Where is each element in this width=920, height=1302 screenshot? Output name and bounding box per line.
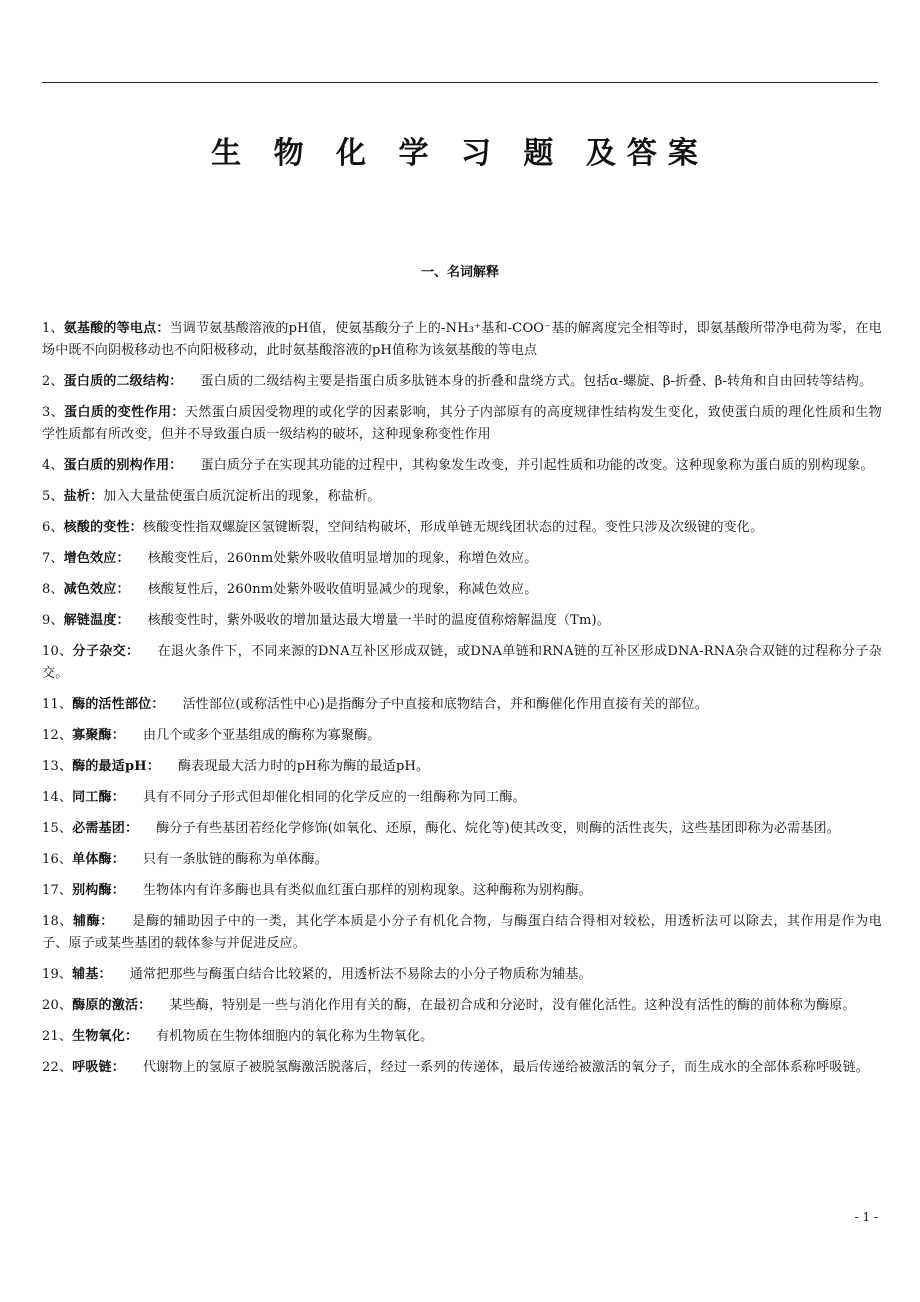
entry-definition: 代谢物上的氢原子被脱氢酶激活脱落后，经过一系列的传递体，最后传递给被激活的氧分子，而生成水的全部体系称呼吸链。 bbox=[142, 1060, 869, 1075]
entry-number: 8、 bbox=[42, 582, 64, 597]
entry-number: 12、 bbox=[42, 728, 73, 743]
entry-definition: 加入大量盐使蛋白质沉淀析出的现象，称盐析。 bbox=[103, 489, 381, 504]
entry-term: 分子杂交： bbox=[72, 644, 140, 659]
glossary-entry bbox=[42, 756, 882, 778]
entry-term: 同工酶： bbox=[72, 790, 125, 805]
glossary-entry bbox=[42, 911, 882, 955]
glossary-entry bbox=[42, 1057, 882, 1079]
entry-number: 14、 bbox=[42, 790, 73, 805]
glossary-entry bbox=[42, 1026, 882, 1048]
entry-number: 13、 bbox=[42, 759, 73, 774]
entry-definition: 当调节氨基酸溶液的pH值，使氨基酸分子上的-NH₃⁺基和-COO⁻基的解离度完全相等时，即氨基酸所带净电荷为零，在电场中既不向阴极移动也不向阳极移动，此时氨基酸溶液的pH值称为该氨基酸的等电点 bbox=[42, 321, 882, 358]
glossary-entry bbox=[42, 371, 882, 393]
entry-definition: 只有一条肽链的酶称为单体酶。 bbox=[142, 852, 328, 867]
entry-term: 增色效应： bbox=[63, 551, 130, 566]
glossary-entry bbox=[42, 548, 882, 570]
glossary-entry bbox=[42, 818, 882, 840]
document-title: 生 物 化 学 习 题 及答案 bbox=[211, 136, 709, 171]
entry-term: 酶的最适pH： bbox=[72, 759, 160, 774]
entry-number: 11、 bbox=[42, 697, 73, 712]
entry-term: 减色效应： bbox=[63, 582, 130, 597]
entry-number: 18、 bbox=[42, 914, 74, 929]
glossary-entry bbox=[42, 402, 882, 446]
glossary-entry bbox=[42, 318, 882, 362]
entry-number: 22、 bbox=[42, 1060, 73, 1075]
glossary-entry bbox=[42, 995, 882, 1017]
glossary-entry bbox=[42, 579, 882, 601]
entry-number: 21、 bbox=[42, 1029, 73, 1044]
entry-term: 单体酶： bbox=[72, 852, 125, 867]
entry-number: 10、 bbox=[42, 644, 73, 659]
entry-number: 4、 bbox=[42, 458, 64, 473]
glossary-entry bbox=[42, 610, 882, 632]
entry-term: 辅酶： bbox=[73, 914, 114, 929]
entry-definition: 蛋白质的二级结构主要是指蛋白质多肽链本身的折叠和盘绕方式。包括α-螺旋、β-折叠、β-转角和自由回转等结构。 bbox=[200, 374, 873, 389]
entry-definition: 有机物质在生物体细胞内的氧化称为生物氧化。 bbox=[156, 1029, 434, 1044]
entry-term: 生物氧化： bbox=[72, 1029, 139, 1044]
entry-definition: 具有不同分子形式但却催化相同的化学反应的一组酶称为同工酶。 bbox=[142, 790, 526, 805]
entry-number: 16、 bbox=[42, 852, 73, 867]
entry-definition: 由几个或多个亚基组成的酶称为寡聚酶。 bbox=[142, 728, 381, 743]
glossary-entry bbox=[42, 641, 882, 685]
glossary-entry bbox=[42, 725, 882, 747]
entry-definition: 蛋白质分子在实现其功能的过程中，其构象发生改变，并引起性质和功能的改变。这种现象称为蛋白质的别构现象。 bbox=[200, 458, 874, 473]
entry-term: 蛋白质的变性作用： bbox=[64, 405, 185, 420]
glossary-entry bbox=[42, 517, 882, 539]
entry-number: 6、 bbox=[42, 520, 64, 535]
entry-definition: 是酶的辅助因子中的一类，其化学本质是小分子有机化合物，与酶蛋白结合得相对较松，用透析法可以除去，其作用是作为电子、原子或某些基团的载体参与并促进反应。 bbox=[42, 914, 882, 951]
entry-number: 1、 bbox=[42, 321, 64, 336]
entry-number: 20、 bbox=[42, 998, 73, 1013]
entry-definition: 酶表现最大活力时的pH称为酶的最适pH。 bbox=[177, 759, 430, 774]
entry-number: 5、 bbox=[42, 489, 64, 504]
entry-number: 19、 bbox=[42, 967, 73, 982]
entry-term: 蛋白质的二级结构： bbox=[63, 374, 183, 389]
entry-definition: 在退火条件下，不同来源的DNA互补区形成双链，或DNA单链和RNA链的互补区形成DNA-RNA杂合双链的过程称分子杂交。 bbox=[42, 644, 882, 681]
entry-term: 辅基： bbox=[72, 967, 112, 982]
entry-definition: 核酸变性后，260nm处紫外吸收值明显增加的现象，称增色效应。 bbox=[147, 551, 538, 566]
entry-term: 氨基酸的等电点： bbox=[63, 321, 170, 336]
entry-term: 解链温度： bbox=[63, 613, 130, 628]
entry-term: 核酸的变性： bbox=[63, 520, 143, 535]
entry-term: 蛋白质的别构作用： bbox=[63, 458, 183, 473]
entry-definition: 通常把那些与酶蛋白结合比较紧的，用透析法不易除去的小分子物质称为辅基。 bbox=[129, 967, 592, 982]
header-rule bbox=[42, 82, 878, 83]
entry-term: 呼吸链： bbox=[72, 1060, 125, 1075]
entry-number: 17、 bbox=[42, 883, 73, 898]
entry-term: 寡聚酶： bbox=[72, 728, 125, 743]
entry-definition: 酶分子有些基团若经化学修饰(如氧化、还原，酶化、烷化等)使其改变，则酶的活性丧失，这些基团即称为必需基团。 bbox=[156, 821, 840, 836]
entry-definition: 活性部位(或称活性中心)是指酶分子中直接和底物结合，并和酶催化作用直接有关的部位。 bbox=[182, 697, 708, 712]
entry-number: 7、 bbox=[42, 551, 64, 566]
entry-number: 15、 bbox=[42, 821, 73, 836]
entry-definition: 核酸复性后，260nm处紫外吸收值明显减少的现象，称减色效应。 bbox=[147, 582, 538, 597]
glossary-entry bbox=[42, 486, 882, 508]
section-heading: 一、名词解释 bbox=[420, 265, 499, 280]
glossary-entry bbox=[42, 964, 882, 986]
entry-number: 9、 bbox=[42, 613, 64, 628]
entry-term: 盐析： bbox=[63, 489, 104, 504]
glossary-entry bbox=[42, 880, 882, 902]
glossary-entry bbox=[42, 455, 882, 477]
glossary-list bbox=[42, 318, 882, 1088]
page-number: - 1 - bbox=[854, 1210, 878, 1224]
entry-term: 别构酶： bbox=[72, 883, 125, 898]
glossary-entry bbox=[42, 694, 882, 716]
glossary-entry bbox=[42, 849, 882, 871]
entry-definition: 天然蛋白质因受物理的或化学的因素影响，其分子内部原有的高度规律性结构发生变化，致使蛋白质的理化性质和生物学性质都有所改变，但并不导致蛋白质一级结构的破坏，这种现象称变性作用 bbox=[42, 405, 882, 442]
glossary-entry bbox=[42, 787, 882, 809]
entry-term: 酶原的激活： bbox=[72, 998, 152, 1013]
entry-definition: 核酸变性指双螺旋区氢键断裂，空间结构破坏，形成单链无规线团状态的过程。变性只涉及次级键的变化。 bbox=[142, 520, 764, 535]
entry-definition: 生物体内有许多酶也具有类似血红蛋白那样的别构现象。这种酶称为别构酶。 bbox=[142, 883, 592, 898]
entry-term: 必需基团： bbox=[72, 821, 139, 836]
entry-definition: 核酸变性时，紫外吸收的增加量达最大增量一半时的温度值称熔解温度（Tm)。 bbox=[147, 613, 610, 628]
entry-number: 3、 bbox=[42, 405, 65, 420]
entry-term: 酶的活性部位： bbox=[72, 697, 165, 712]
entry-number: 2、 bbox=[42, 374, 64, 389]
entry-definition: 某些酶，特别是一些与消化作用有关的酶，在最初合成和分泌时，没有催化活性。这种没有活性的酶的前体称为酶原。 bbox=[169, 998, 856, 1013]
